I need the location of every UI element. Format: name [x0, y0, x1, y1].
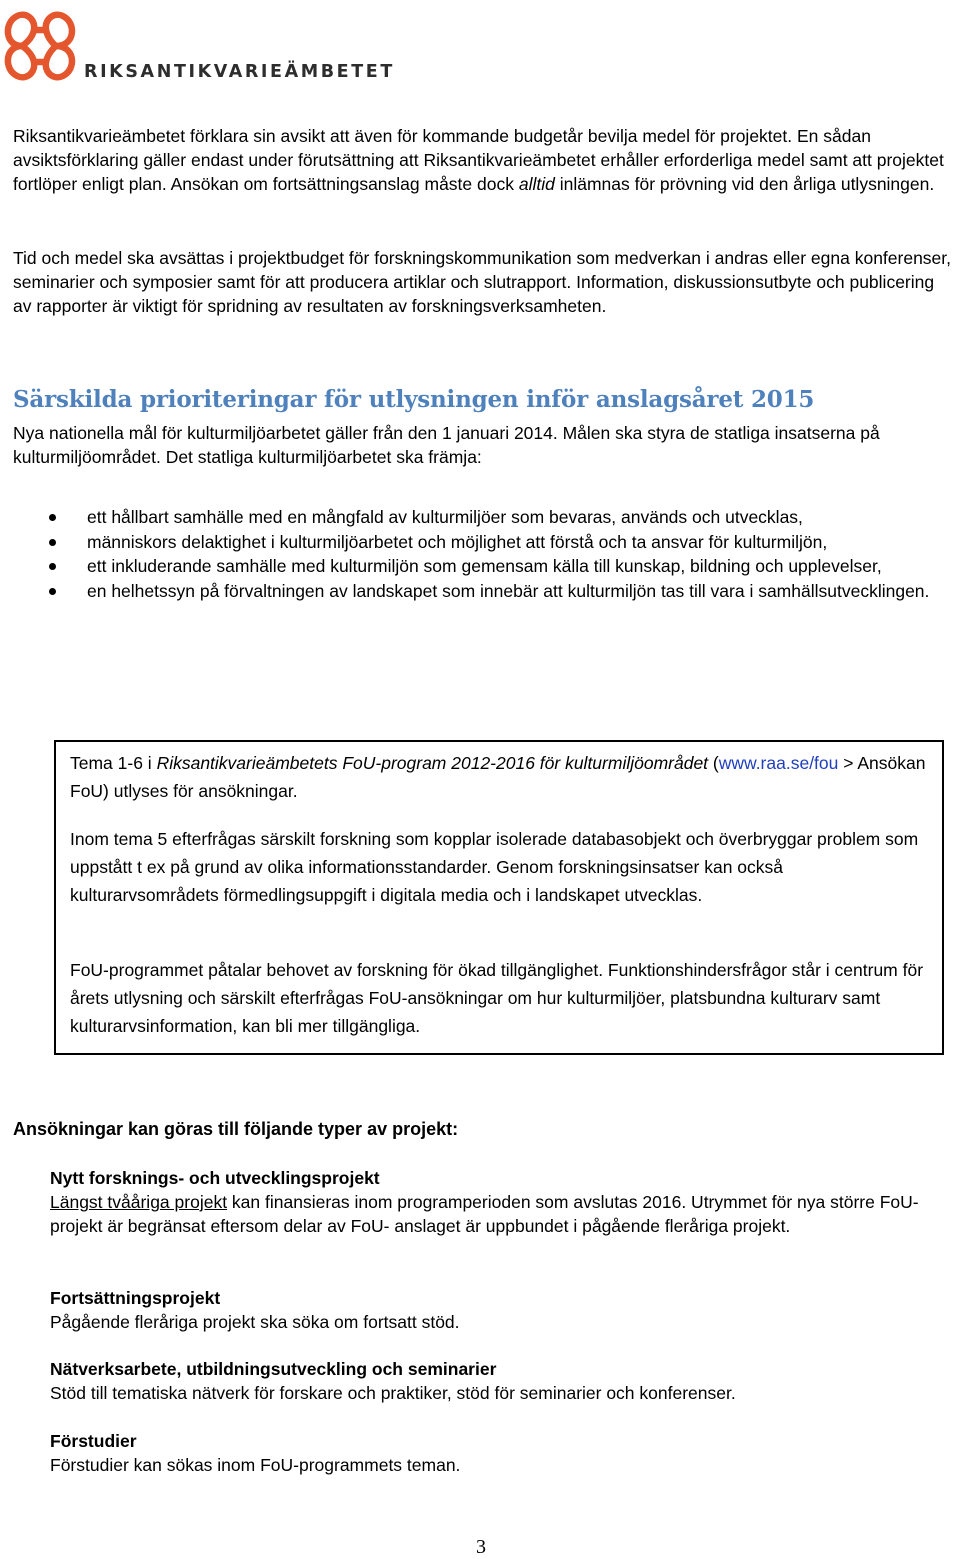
project-types-heading: Ansökningar kan göras till följande typer av projekt:	[13, 1119, 459, 1139]
box-paragraph-3: FoU-programmet påtalar behovet av forskning för ökad tillgänglighet. Funktionshindersfrågor står i centrum för årets utlysning och särskilt efterfrågas FoU-ansökningar om hur kulturmiljöer, platsbundna kulturarv samt kulturarvsinformation, kan bli mer tillgängliga.	[70, 960, 924, 1036]
priorities-heading: Särskilda prioriteringar för utlysningen inför anslagsåret 2015	[13, 386, 815, 413]
box-text: > Ansökan FoU) utlyses för ansökningar.	[70, 753, 926, 801]
raa-logo	[0, 4, 395, 88]
project-type-lead: Längst tvååriga projekt	[50, 1192, 228, 1212]
project-type-network	[50, 1357, 950, 1405]
project-type-title: Förstudier	[50, 1431, 137, 1451]
project-type-continuation	[50, 1286, 950, 1334]
list-item	[0, 505, 950, 530]
intro-paragraph-1	[13, 124, 953, 196]
bullet-icon	[49, 588, 56, 595]
program-title: Riksantikvarieämbetets FoU-program 2012-2016 för kulturmiljöområdet	[156, 753, 709, 773]
intro-text-end: inlämnas för prövning vid den årliga utlysningen.	[554, 174, 935, 194]
box-paragraph-1	[70, 749, 930, 805]
list-item	[0, 554, 950, 579]
project-type-text: kan finansieras inom programperioden som avslutas 2016. Utrymmet för nya större FoU-projekt är begränsat eftersom delar av FoU- anslaget är uppbundet i pågående fleråriga projekt.	[50, 1192, 919, 1236]
bullet-icon	[49, 563, 56, 570]
intro-text: Riksantikvarieämbetet förklara sin avsikt att även för kommande budgetår bevilja medel för projektet. En sådan avsiktsförklaring gäller endast under förutsättning att Riksantikvarieämbetet erhåller erforderliga medel samt att projektet fortlöper enligt plan. Ansökan om fortsättningsanslag måste dock	[13, 126, 944, 194]
raa-logo-icon	[0, 4, 82, 84]
intro-paragraph-2: Tid och medel ska avsättas i projektbudget för forskningskommunikation som medverkan i andras eller egna konferenser, seminarier och symposier samt för att producera artiklar och slutrapport. Information, diskussionsutbyte och publicering av rapporter är viktigt för spridning av resultaten av forskningsverksamheten.	[13, 248, 952, 316]
list-item-text: en helhetssyn på förvaltningen av landskapet som innebär att kulturmiljön tas till vara i samhällsutvecklingen.	[87, 580, 930, 601]
org-name: RIKSANTIKVARIEÄMBETET	[84, 62, 395, 82]
project-type-text: Förstudier kan sökas inom FoU-programmets teman.	[50, 1455, 461, 1475]
list-item-text: ett hållbart samhälle med en mångfald av kulturmiljöer som bevaras, används och utvecklas,	[87, 507, 803, 527]
project-type-title: Nytt forsknings- och utvecklingsprojekt	[50, 1168, 380, 1188]
bullet-icon	[49, 514, 56, 521]
list-item-text: människors delaktighet i kulturmiljöarbetet och möjlighet att förstå och ta ansvar för kulturmiljön,	[87, 531, 828, 552]
project-type-prestudy	[50, 1429, 950, 1477]
priorities-intro: Nya nationella mål för kulturmiljöarbetet gäller från den 1 januari 2014. Målen ska styra de statliga insatserna på kulturmiljöområdet. Det statliga kulturmiljöarbetet ska främja:	[13, 423, 880, 467]
project-type-new	[50, 1166, 950, 1238]
box-paragraph-2: Inom tema 5 efterfrågas särskilt forskning som kopplar isolerade databasobjekt och överbryggar problem som uppstått t ex på grund av olika informationsstandarder. Genom forskningsinsatser kan också kulturarvsområdets förmedlingsuppgift i digitala media och i landskapet utvecklas.	[70, 829, 919, 905]
box-text: Tema 1-6 i	[70, 753, 157, 773]
list-item	[0, 530, 950, 555]
fou-link[interactable]: www.raa.se/fou	[718, 753, 839, 773]
bullet-icon	[49, 539, 56, 546]
list-item	[0, 579, 950, 604]
intro-emphasis: alltid	[518, 174, 555, 194]
project-type-title: Fortsättningsprojekt	[50, 1288, 221, 1308]
project-type-text: Stöd till tematiska nätverk för forskare och praktiker, stöd för seminarier och konferenser.	[50, 1383, 736, 1403]
page-number: 3	[476, 1536, 486, 1558]
project-type-title: Nätverksarbete, utbildningsutveckling och seminarier	[50, 1359, 497, 1379]
program-notice-box	[54, 740, 944, 1055]
box-text: (	[708, 753, 719, 773]
list-item-text: ett inkluderande samhälle med kulturmiljön som gemensam källa till kunskap, bildning och upplevelser,	[87, 556, 882, 576]
goals-list	[0, 505, 950, 603]
project-type-text: Pågående fleråriga projekt ska söka om fortsatt stöd.	[50, 1312, 460, 1332]
